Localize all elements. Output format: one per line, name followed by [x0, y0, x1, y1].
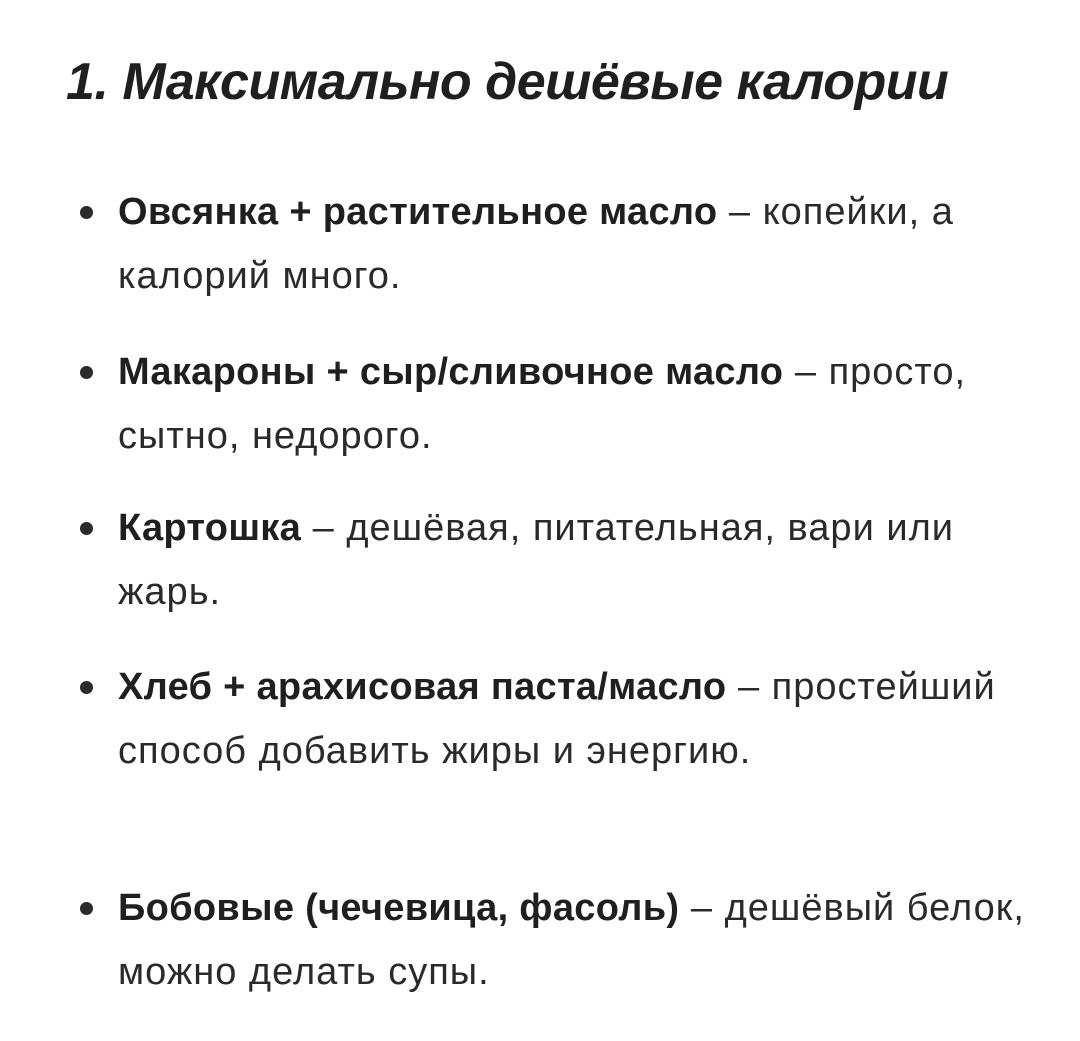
item-description: дешёвый белок, можно делать супы. — [118, 887, 1025, 993]
list-item — [118, 876, 1038, 1004]
section-heading: 1. Максимально дешёвые калории — [66, 53, 949, 111]
item-term: Бобовые (чечевица, фасоль) — [118, 887, 680, 929]
list-item — [118, 496, 1038, 624]
item-term: Картошка — [118, 507, 302, 549]
item-dash: – — [679, 887, 725, 929]
item-dash: – — [783, 351, 829, 393]
bullet-icon — [80, 681, 93, 694]
list-item — [118, 180, 1038, 308]
item-description: простейший способ добавить жиры и энергию. — [118, 666, 996, 772]
item-dash: – — [717, 191, 763, 233]
bullet-icon — [80, 902, 93, 915]
item-description: копейки, а калорий много. — [118, 191, 954, 297]
bullet-icon — [80, 206, 93, 219]
item-dash: – — [726, 666, 772, 708]
item-dash: – — [301, 507, 347, 549]
item-term: Макароны + сыр/сливочное масло — [118, 351, 784, 393]
bullet-icon — [80, 366, 93, 379]
item-term: Овсянка + растительное масло — [118, 191, 718, 233]
item-term: Хлеб + арахисовая паста/масло — [118, 666, 727, 708]
item-description: дешёвая, питательная, вари или жарь. — [118, 507, 954, 613]
bullet-icon — [80, 522, 93, 535]
item-description: просто, сытно, недорого. — [118, 351, 967, 457]
list-item — [118, 655, 1038, 783]
list-item — [118, 340, 1038, 468]
